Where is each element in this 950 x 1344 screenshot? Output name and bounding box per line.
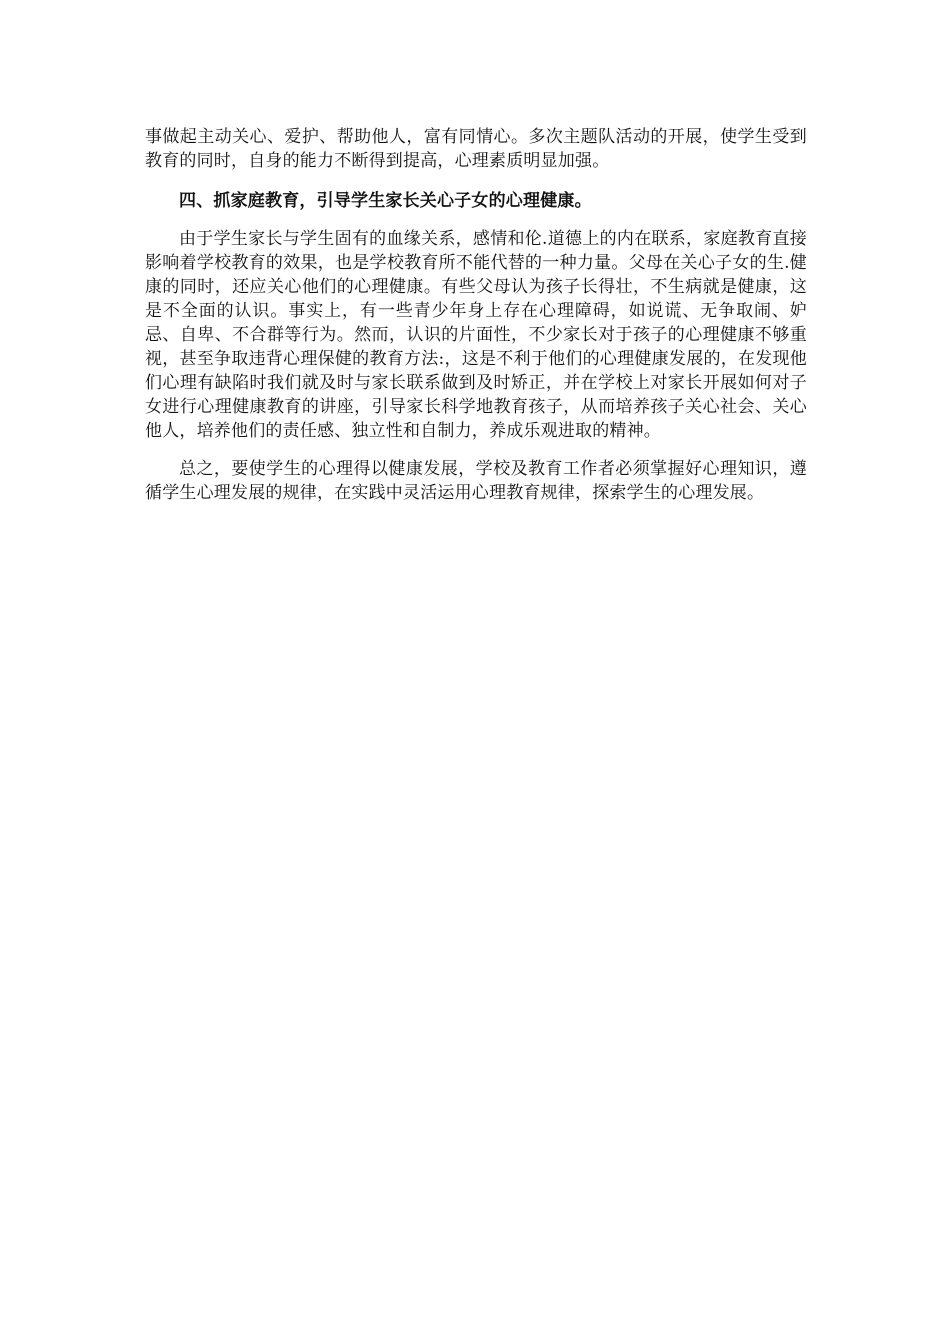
family-education-paragraph: 由于学生家长与学生固有的血缘关系，感情和伦.道德上的内在联系，家庭教育直接影响着学校教育的效果，也是学校教育所不能代替的一种力量。父母在关心子女的生.健康的同时，还应关心他们的心理健康。有些父母认为孩子长得壮，不生病就是健康，这是不全面的认识。事实上，有一些青少年身上存在心理障碍，如说谎、无争取闹、妒忌、自卑、不合群等行为。然而，认识的片面性，不少家长对于孩子的心理健康不够重视，甚至争取违背心理保健的教育方法:，这是不利于他们的心理健康发展的，在发现他们心理有缺陷时我们就及时与家长联系做到及时矫正，并在学校上对家长开展如何对子女进行心理健康教育的讲座，引导家长科学地教育孩子，从而培养孩子关心社会、关心他人，培养他们的责任感、独立性和自制力，养成乐观进取的精神。 bbox=[145, 229, 807, 441]
conclusion-paragraph: 总之，要使学生的心理得以健康发展，学校及教育工作者必须掌握好心理知识，遵循学生心理发展的规律，在实践中灵活运用心理教育规律，探索学生的心理发展。 bbox=[145, 459, 807, 503]
continuation-paragraph: 事做起主动关心、爱护、帮助他人，富有同情心。多次主题队活动的开展，使学生受到教育的同时，自身的能力不断得到提高，心理素质明显加强。 bbox=[145, 127, 807, 171]
document-body bbox=[145, 125, 807, 505]
section-heading: 四、抓家庭教育，引导学生家长关心子女的心理健康。 bbox=[179, 191, 592, 211]
